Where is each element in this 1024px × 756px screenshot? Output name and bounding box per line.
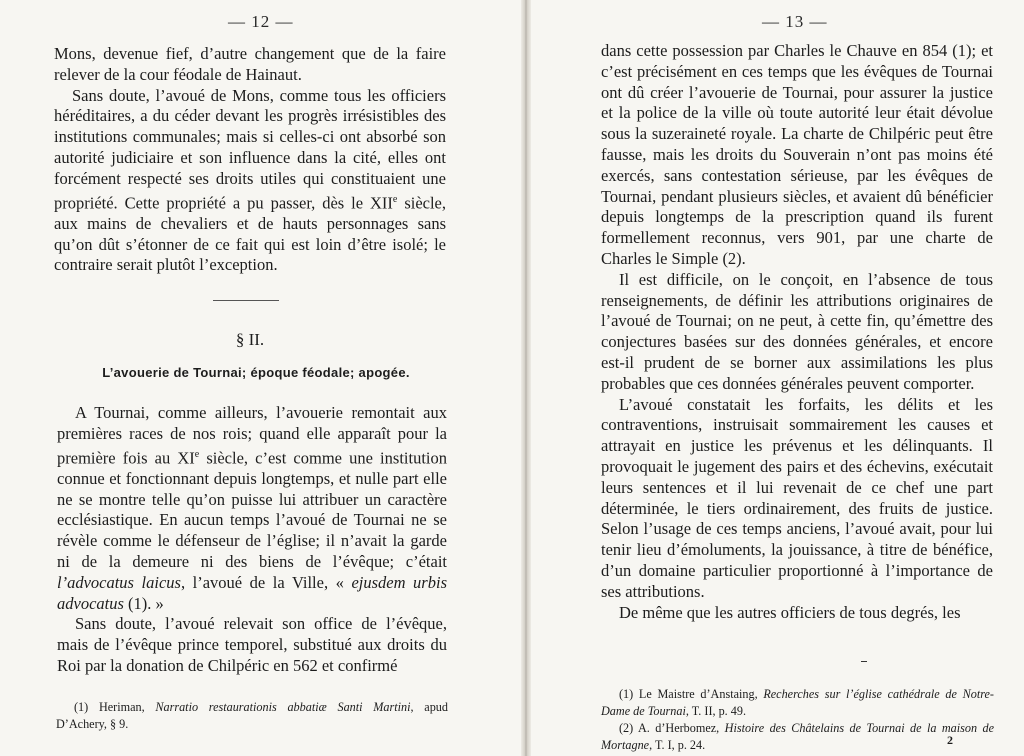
lf1-italic: Narratio restaurationis abbatiæ Santi Martini xyxy=(155,700,411,714)
left-paragraph-2 xyxy=(54,86,446,277)
superscript-e: e xyxy=(392,193,398,205)
rf2-italic: Histoire des Châtelains de Tournai de la maison de Mortagne xyxy=(601,721,995,752)
left-paragraph-1: Mons, devenue fief, d’autre changement que de la faire relever de la cour féodale de Hainaut. xyxy=(54,44,446,84)
right-footnote-1 xyxy=(601,686,994,720)
right-footnote-2 xyxy=(601,720,994,754)
footnote-separator xyxy=(861,661,867,662)
section-separator xyxy=(213,300,279,301)
sp1-italic-a: l’advocatus laicus xyxy=(57,572,181,592)
sp1-superscript: e xyxy=(194,448,200,460)
sp1-part-c: , l’avoué de la Ville, « xyxy=(180,572,352,592)
right-paragraph-1: dans cette possession par Charles le Chauve en 854 (1); et c’est précisément en ces temps que les évêques de Tournai ont dû créer l’avouerie de Tournai, pour assurer la justice et la police de la ville où toute autorité leur était dévolue sous la suzeraineté royale. La charte de Chilpéric peut être fausse, mais les droits du Souverain n’ont pas moins été exercés, sans contestation sérieuse, par les évêques de Tournai, pendant plusieurs siècles, et avaient dû bénéficier depuis longtemps de la prescription quand ils furent formellement reconnus, vers 901, par une charte de Charles le Simple (2). xyxy=(601,41,993,268)
signature-mark: 2 xyxy=(947,733,953,747)
left-footnote-1 xyxy=(56,699,448,733)
left-section-paragraph-2: Sans doute, l’avoué relevait son office de l’évêque, mais de l’évêque prince temporel, substitué aux droits du Roi par la donation de Chilpéric en 562 et confirmé xyxy=(57,614,447,676)
left-paragraph-2-text-b: siècle, aux mains de chevaliers et de hauts personnages sans qu’on dût s’étonner de ce fait qui est loin d’être isolé; le contraire serait plutôt l’exception. xyxy=(54,193,447,275)
rf2-lead: (2) A. d’Herbomez, xyxy=(619,721,725,735)
sp1-part-b: siècle, c’est comme une institution connue et fonctionnant depuis longtemps, et nulle part elle ne se montre telle qu’on puisse lui attribuer un caractère ecclésiastique. En aucun temps l’avoué de Tournai ne se révèle comme le défenseur de l’église; il n’avait la garde ni de la demeure ni des biens de l’évêque; c’était xyxy=(57,448,447,572)
left-section-paragraph-1 xyxy=(57,403,447,614)
left-footnotes xyxy=(56,699,448,733)
right-paragraph-4: De même que les autres officiers de tous degrés, les xyxy=(619,602,961,622)
lf1-tail: , apud D’Achery, § 9. xyxy=(56,700,448,731)
right-paragraph-2: Il est difficile, on le conçoit, en l’absence de tous renseignements, de définir les attributions originaires de l’avoué de Tournai; on ne peut, à cette fin, qu’émettre des conjectures basées sur des données générales, et encore est-il prudent de se borner aux assimilations les plus probables que ces données générales peuvent comporter. xyxy=(601,269,993,393)
sp1-part-a: A Tournai, comme ailleurs, l’avouerie remontait aux premières races de nos rois; quand elle apparaît pour la première fois au XI xyxy=(57,403,447,468)
left-paragraph-2-text-a: Sans doute, l’avoué de Mons, comme tous les officiers héréditaires, a du céder devant les progrès irrésistibles des institutions communales; mais si celles-ci ont absorbé son autorité judiciaire et son influence dans la cité, elles ont forcément respecté ses droits utiles qui constituaient une propriété. Cette propriété a pu passer, dès le XII xyxy=(54,85,446,213)
rf1-lead: (1) Le Maistre d’Anstaing, xyxy=(619,687,764,701)
sp1-part-d: (1). » xyxy=(123,593,164,613)
section-title: L’avouerie de Tournai; époque féodale; apogée. xyxy=(102,365,410,380)
left-intro-text xyxy=(54,44,446,276)
rf2-tail: , T. I, p. 24. xyxy=(649,738,706,752)
right-footnotes xyxy=(601,686,994,754)
lf1-lead: (1) Heriman, xyxy=(74,700,156,714)
sp1-italic-b: ejusdem urbis advocatus xyxy=(57,572,447,613)
left-section-text xyxy=(57,403,447,677)
left-page-number: — 12 — xyxy=(228,12,294,31)
rf1-italic: Recherches sur l’église cathédrale de Notre-Dame de Tournai xyxy=(601,687,994,718)
section-number: § II. xyxy=(235,330,265,349)
right-page-number: — 13 — xyxy=(762,12,828,31)
rf1-tail: , T. II, p. 49. xyxy=(685,704,747,718)
right-page xyxy=(531,0,1024,756)
book-gutter xyxy=(521,0,531,756)
right-paragraph-3: L’avoué constatait les forfaits, les délits et les contraventions, instruisait sommairement les causes et attrayait en justice les prévenus et les délinquants. Il provoquait le jugement des pairs et des échevins, exécutait leurs sentences et il lui revenait de ce chef une part déterminée, le tiers ordinairement, des fruits de justice. Selon l’usage de ces temps anciens, l’avoué avait, pour lui tenir lieu d’émoluments, la jouissance, à titre de bénéfice, d’un domaine particulier proportionné à l’importance de ses attributions. xyxy=(601,394,993,601)
right-body-text xyxy=(601,41,993,623)
